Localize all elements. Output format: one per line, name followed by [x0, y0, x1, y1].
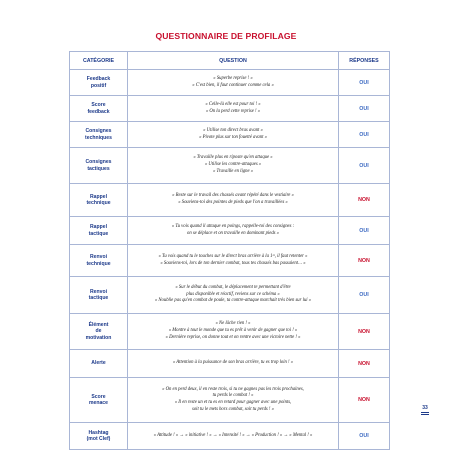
category-line: de — [95, 328, 102, 335]
question-line: « Souviens-toi, lors de ton dernier combat, tous tes chassés bas passaient… » — [160, 260, 306, 266]
table-row — [70, 148, 390, 184]
answer-cell: OUI — [339, 96, 390, 122]
answer-cell: NON — [339, 378, 390, 423]
question-cell — [128, 148, 339, 184]
category-cell — [70, 217, 128, 245]
answer-cell: OUI — [339, 122, 390, 148]
question-line: « C'est bien, il faut continuer comme cela » — [192, 82, 274, 88]
table-row — [70, 314, 390, 350]
category-line: (mot Clef) — [86, 436, 111, 442]
question-line: on se déplace et on travaille en dominant pieds » — [186, 230, 280, 236]
question-cell — [128, 378, 339, 423]
question-line: « Tu vois quand il attaque en poings, rappelle-toi des consignes : — [171, 223, 295, 229]
category-cell — [70, 184, 128, 217]
answer-cell: OUI — [339, 70, 390, 96]
header-question: QUESTION — [128, 52, 339, 70]
question-cell — [128, 277, 339, 314]
category-line: Renvoi — [90, 254, 107, 261]
category-line: technique — [86, 260, 111, 267]
category-line: Hashtag — [88, 429, 109, 436]
question-line: « Travaille plus en riposte qu'en attaque » — [193, 155, 273, 161]
question-cell — [128, 96, 339, 122]
answer-cell: OUI — [339, 148, 390, 184]
question-line: « On en perd deux, il en reste trois, si tu ne gagnes pas les trois prochaines, — [162, 386, 304, 392]
table-row — [70, 277, 390, 314]
question-line: « Tu vois quand tu le touches sur le direct bras arrière à la 1ʳᵉ, il faut retenter » — [158, 253, 308, 259]
category-cell — [70, 70, 128, 96]
question-line: « Utilise les contre-attaques » — [204, 162, 262, 168]
category-cell — [70, 245, 128, 277]
table-row — [70, 245, 390, 277]
question-line: soit tu le mets hors combat, soit tu perds ! » — [192, 406, 274, 412]
answer-cell: NON — [339, 350, 390, 378]
table-row — [70, 350, 390, 378]
table-row — [70, 423, 390, 450]
category-line: positif — [90, 82, 107, 89]
question-cell — [128, 245, 339, 277]
category-line: Consignes — [85, 128, 112, 135]
category-line: tactiques — [87, 165, 110, 172]
table-row — [70, 70, 390, 96]
category-cell — [70, 423, 128, 450]
category-line: tactique — [88, 230, 109, 237]
question-line: « Sur le début du combat, le déplacement te permettant d'être — [175, 284, 291, 290]
category-line: Renvoi — [90, 288, 107, 295]
category-cell — [70, 378, 128, 423]
category-cell — [70, 96, 128, 122]
question-line: « Attention à la puissance de son bras arrière, tu es trop loin ! » — [172, 360, 294, 366]
question-line: plus disponible et réactif, reviens sur ce schéma » — [186, 291, 280, 297]
page-number: 33 — [422, 405, 428, 411]
question-line: « Ne lâche rien ! » — [215, 321, 251, 327]
table-row — [70, 184, 390, 217]
category-line: Consignes — [85, 159, 112, 166]
question-line: « Pivote plus sur ton fouetté avant » — [199, 134, 267, 140]
page-title: QUESTIONNAIRE DE PROFILAGE — [155, 31, 297, 41]
category-cell — [70, 350, 128, 378]
category-line: Alerte — [91, 360, 106, 367]
answer-cell: OUI — [339, 277, 390, 314]
category-line: Score — [91, 102, 106, 109]
question-cell — [128, 122, 339, 148]
question-cell — [128, 217, 339, 245]
question-line: « Travaille en ligne » — [212, 168, 254, 174]
question-cell — [128, 70, 339, 96]
question-line: tu perds le combat ! » — [212, 393, 254, 399]
category-cell — [70, 277, 128, 314]
question-line: « Noublie pas qu'en combat de poule, ta contre-attaque marchait très bien sur lui » — [154, 298, 312, 304]
category-cell — [70, 122, 128, 148]
question-line: « On la perd cette reprise ! » — [205, 108, 261, 114]
question-line: « Attitude ! » → « initiative ! » → « Intensité ! » → « Production ! » → « Mental ! » — [153, 432, 313, 438]
category-line: motivation — [85, 334, 112, 341]
question-line: « Superbe reprise ! » — [213, 75, 253, 81]
question-line: « Il en reste un et tu es en retard pour gagner avec une points, — [174, 400, 292, 405]
category-line: tactique — [88, 295, 109, 301]
category-line: Feedback — [86, 76, 111, 83]
question-line: « Dernière reprise, on donne tout et on rentre avec une victoire nette ! » — [165, 334, 301, 340]
category-cell — [70, 148, 128, 184]
answer-cell: OUI — [339, 217, 390, 245]
question-line: « Celle-là elle est pour toi ! » — [205, 101, 261, 107]
question-cell — [128, 423, 339, 450]
question-cell — [128, 314, 339, 350]
table-row — [70, 217, 390, 245]
category-line: Élément — [88, 321, 109, 328]
header-answers: RÉPONSES — [339, 52, 390, 70]
table-header-row — [70, 52, 390, 70]
question-line: « Reste sur le travail des chassés avant répété dans le vestiaire » — [172, 193, 294, 199]
category-line: menace — [89, 400, 108, 406]
category-line: Rappel — [90, 193, 107, 200]
category-line: Score — [91, 393, 106, 400]
header-category: CATÉGORIE — [70, 52, 128, 70]
question-cell — [128, 184, 339, 217]
table-body — [70, 70, 390, 450]
question-cell — [128, 350, 339, 378]
answer-cell: NON — [339, 245, 390, 277]
category-line: technique — [86, 200, 111, 206]
profiling-table — [69, 51, 390, 450]
table-row — [70, 122, 390, 148]
category-cell — [70, 314, 128, 350]
question-line: « Souviens-toi des pointes de pieds que l'on a travaillées » — [178, 200, 288, 205]
answer-cell: OUI — [339, 423, 390, 450]
category-line: techniques — [85, 134, 112, 141]
question-line: « Utilise ton direct bras avant » — [203, 127, 263, 133]
category-line: feedback — [87, 108, 110, 115]
question-line: « Montre à tout le monde que tu es prêt à venir de gagner que toi ! » — [168, 328, 298, 334]
table-row — [70, 378, 390, 423]
category-line: Rappel — [90, 224, 107, 231]
table-row — [70, 96, 390, 122]
page-number-rule — [421, 412, 429, 415]
answer-cell: NON — [339, 184, 390, 217]
answer-cell: NON — [339, 314, 390, 350]
